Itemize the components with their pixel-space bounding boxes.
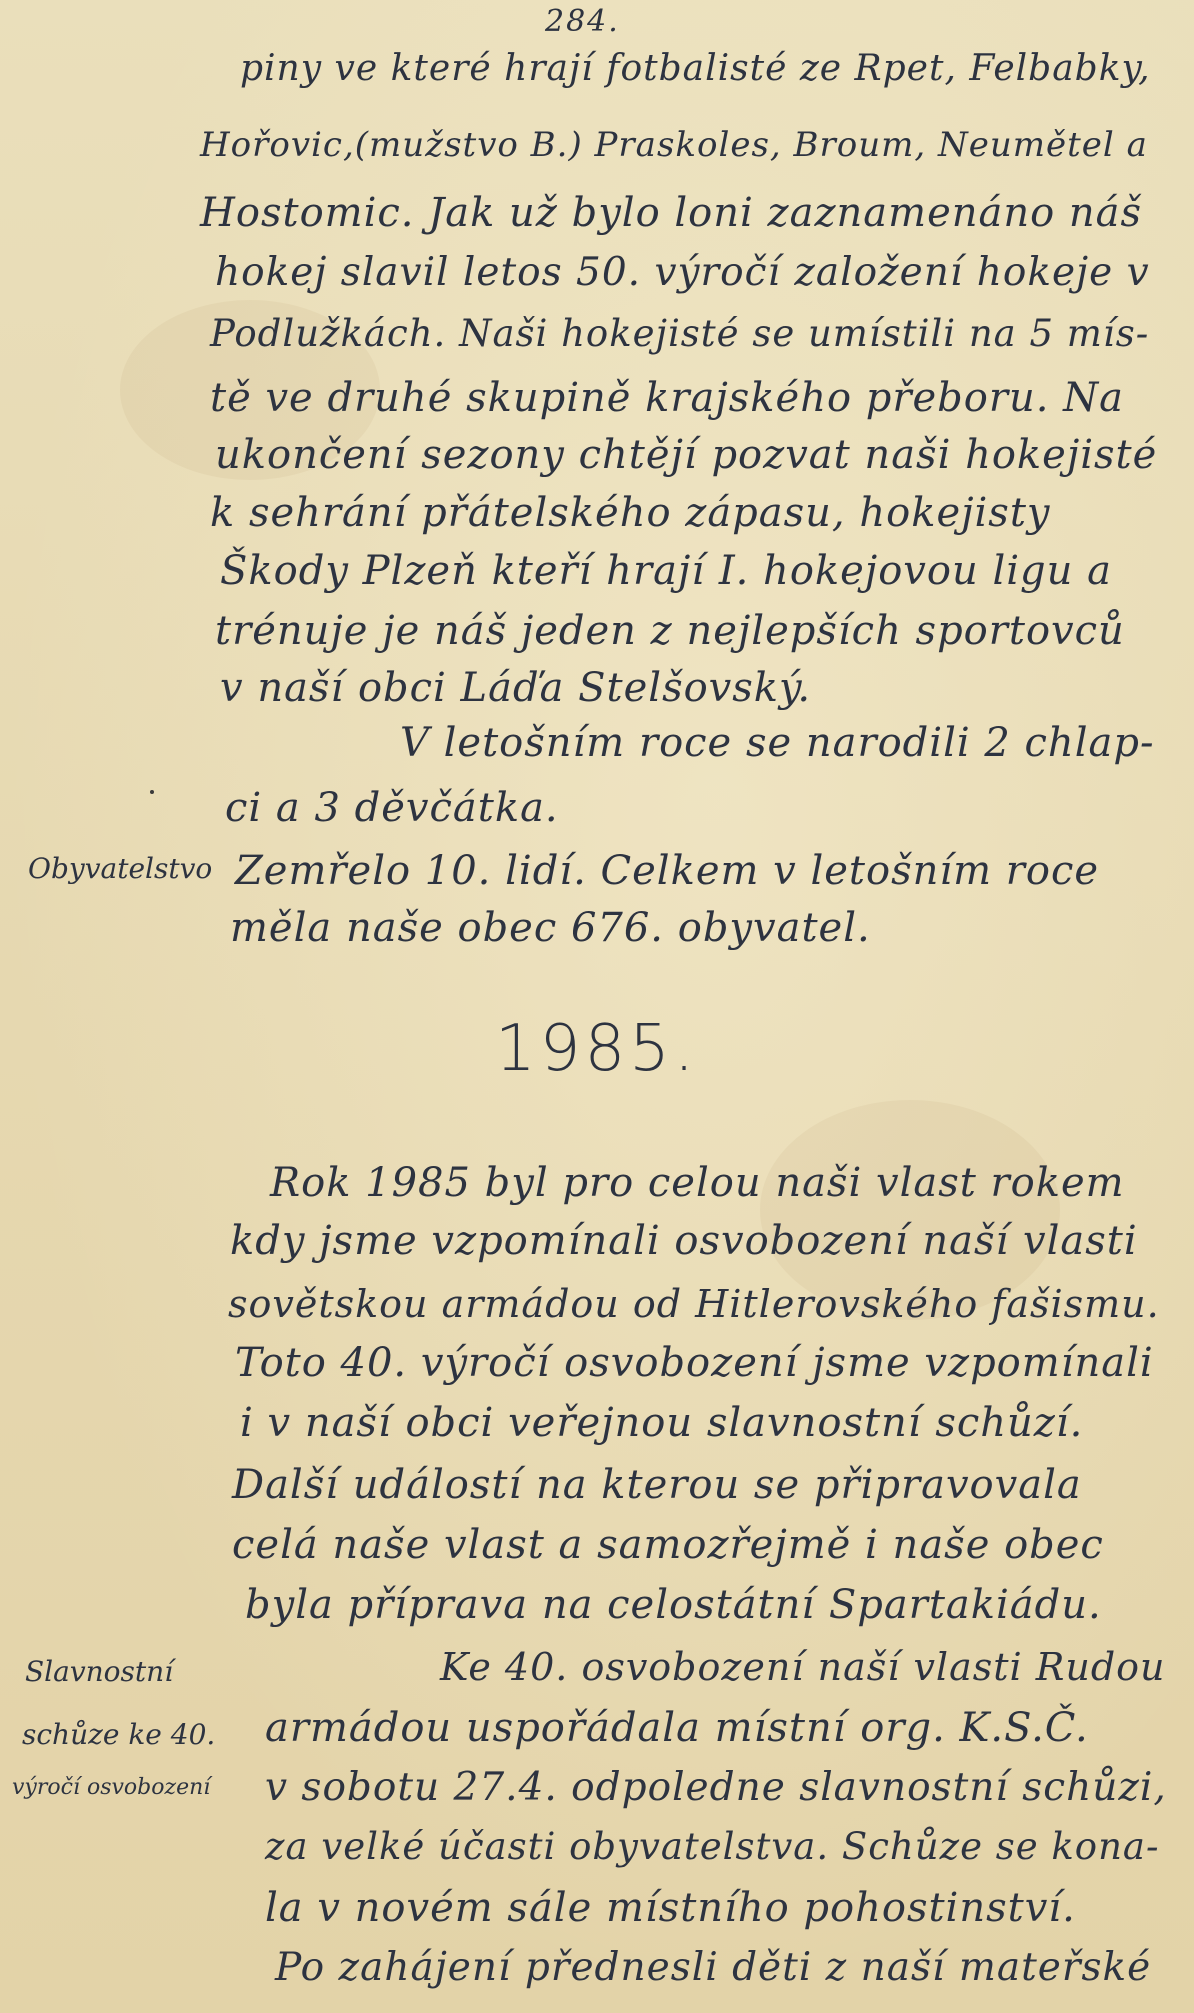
text-line: měla naše obec 676. obyvatel. [230,905,871,951]
text-line: Po zahájení přednesli děti z naší mateřské [275,1945,1152,1990]
text-line: kdy jsme vzpomínali osvobození naší vlasti [230,1218,1138,1264]
margin-note-meeting-line1: Slavnostní [25,1655,174,1688]
text-line: Škody Plzeň kteří hrají I. hokejovou ligu a [220,548,1112,594]
text-line: trénuje je náš jeden z nejlepších sportovců [215,608,1125,654]
text-line: hokej slavil letos 50. výročí založení hokeje v [215,250,1150,295]
text-line: V letošním roce se narodili 2 chlap- [400,720,1155,766]
text-line: i v naší obci veřejnou slavnostní schůzí. [240,1400,1084,1446]
page-number: 284. [545,4,620,39]
text-line: Podlužkách. Naši hokejisté se umístili na 5 mís- [210,312,1150,355]
text-line: Hostomic. Jak už bylo loni zaznamenáno náš [200,190,1143,236]
margin-note-population: Obyvatelstvo [28,852,213,885]
text-line: ukončení sezony chtějí pozvat naši hokejisté [215,432,1158,478]
text-line: Hořovic,(mužstvo B.) Praskoles, Broum, Neumětel a [200,125,1148,165]
text-line: celá naše vlast a samozřejmě i naše obec [232,1522,1104,1568]
text-line: piny ve které hrají fotbalisté ze Rpet, Felbabky, [240,48,1151,89]
text-line: Ke 40. osvobození naší vlasti Rudou [440,1645,1166,1689]
text-line: tě ve druhé skupině krajského přeboru. Na [210,375,1125,421]
margin-note-meeting-line2: schůze ke 40. [22,1718,216,1751]
text-line: Další událostí na kterou se připravovala [232,1462,1082,1508]
text-line: v sobotu 27.4. odpoledne slavnostní schůzi, [265,1765,1167,1810]
margin-note-meeting-line3: výročí osvobození [12,1775,211,1800]
ink-dot [150,790,154,794]
text-line: la v novém sále místního pohostinství. [265,1885,1076,1931]
text-line: k sehrání přátelského zápasu, hokejisty [210,490,1051,536]
text-line: Zemřelo 10. lidí. Celkem v letošním roce [235,848,1100,894]
text-line: Rok 1985 byl pro celou naši vlast rokem [270,1160,1125,1206]
text-line: sovětskou armádou od Hitlerovského fašismu. [228,1282,1160,1326]
year-heading: 1985. [495,1012,699,1086]
text-line: Toto 40. výročí osvobození jsme vzpomínali [235,1340,1154,1386]
text-line: v naší obci Láďa Stelšovský. [220,665,812,711]
text-line: armádou uspořádala místní org. K.S.Č. [265,1705,1089,1751]
text-line: za velké účasti obyvatelstva. Schůze se kona- [265,1825,1160,1868]
text-line: ci a 3 děvčátka. [225,785,559,831]
text-line: byla příprava na celostátní Spartakiádu. [245,1582,1102,1628]
